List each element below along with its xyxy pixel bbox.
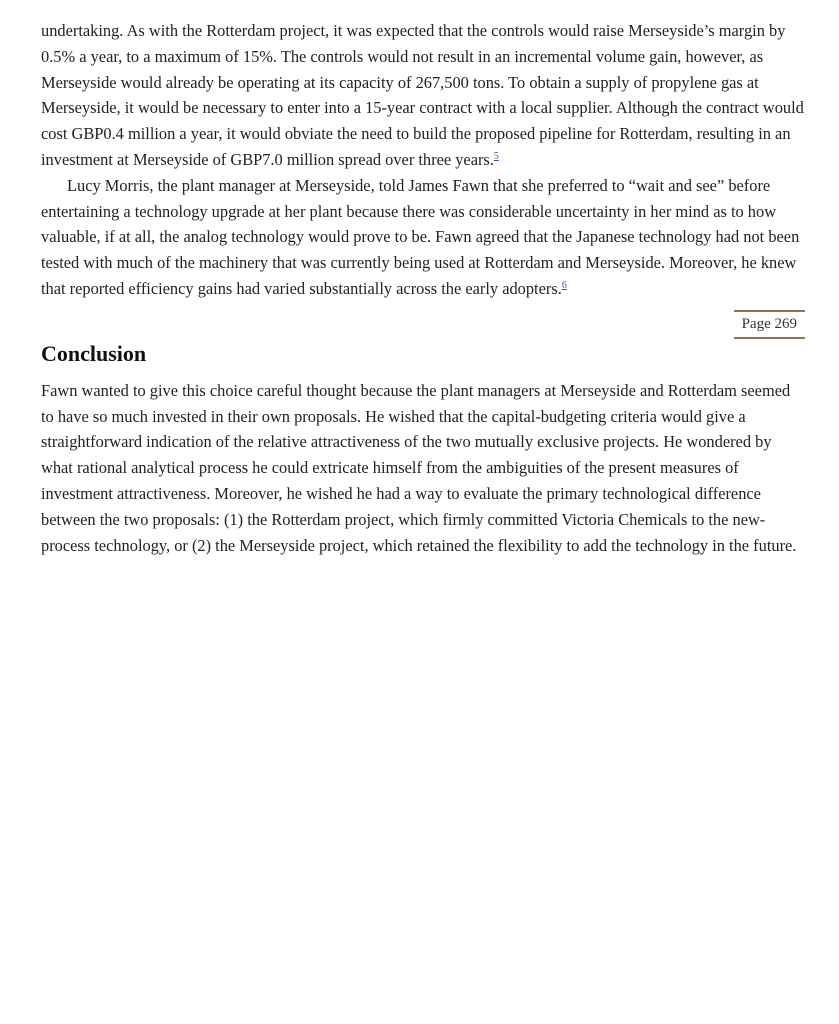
page-number-marker: Page 269	[734, 310, 805, 339]
paragraph-conclusion: Fawn wanted to give this choice careful thought because the plant managers at Merseyside and Rotterdam seemed to have so much invested in their own proposals. He wished that the capital-budgeting criteria would give a straightforward indication of the relative attractiveness of the two mutually exclusive projects. He wondered by what rational analytical process he could extricate himself from the ambiguities of the present measures of investment attractiveness. Moreover, he wished he had a way to evaluate the primary technological difference between the two proposals: (1) the Rotterdam project, which firmly committed Victoria Chemicals to the new-process technology, or (2) the Merseyside project, which retained the flexibility to add the technology in the future.	[41, 380, 797, 555]
paragraph-text: Lucy Morris, the plant manager at Merseyside, told James Fawn that she preferred to “wait and see” before entertaining a technology upgrade at her plant because there was considerable uncertainty in her mind as to how valuable, if at all, the analog technology would prove to be. Fawn agreed that the Japanese technology had not been tested with much of the machinery that was currently being used at Rotterdam and Merseyside. Moreover, he knew that reported efficiency gains had varied substantially across the early adopters.	[41, 175, 800, 298]
paragraph-lucy-morris	[41, 173, 805, 302]
section-heading-conclusion: Conclusion	[41, 340, 147, 366]
paragraph-text: undertaking. As with the Rotterdam project, it was expected that the controls would raise Merseyside’s margin by 0.5% a year, to a maximum of 15%. The controls would not result in an incremental volume gain, however, as Merseyside would already be operating at its capacity of 267,500 tons. To obtain a supply of propylene gas at Merseyside, it would be necessary to enter into a 15-year contract with a local supplier. Although the contract would cost GBP0.4 million a year, it would obviate the need to build the proposed pipeline for Rotterdam, resulting in an investment at Merseyside of GBP7.0 million spread over three years.	[41, 21, 804, 169]
page-marker-row	[41, 310, 805, 340]
document-page	[41, 18, 805, 558]
footnote-ref-5	[494, 151, 499, 162]
footnote-link-6[interactable]: 6	[561, 279, 567, 291]
footnote-link-5[interactable]: 5	[493, 150, 499, 162]
paragraph-merseyside-controls	[41, 18, 805, 173]
footnote-ref-6	[562, 280, 567, 291]
